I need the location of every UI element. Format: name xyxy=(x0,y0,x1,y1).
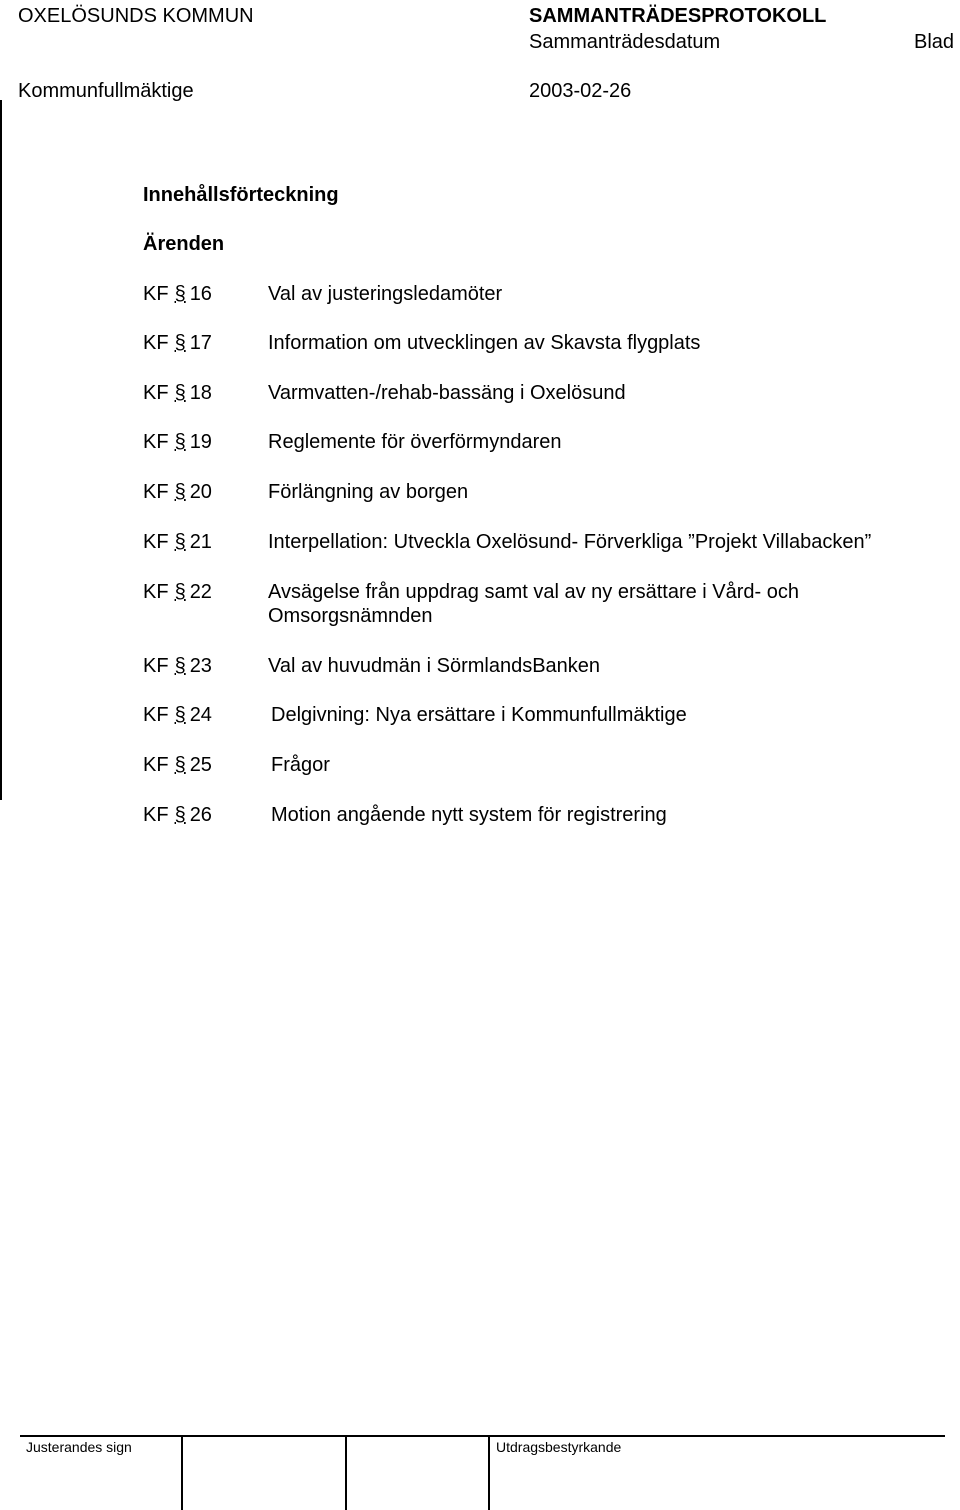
section-sign: § xyxy=(174,655,186,677)
toc-item-number: KF § 19 xyxy=(143,431,212,453)
meeting-date-label: Sammanträdesdatum xyxy=(529,31,721,53)
toc-item-number: KF § 21 xyxy=(143,531,212,553)
toc-item-number: KF § 23 xyxy=(143,655,212,677)
section-sign: § xyxy=(174,804,186,826)
signature-label: Justerandes sign xyxy=(26,1439,132,1455)
toc-item-number: KF § 22 xyxy=(143,581,212,603)
committee-name: Kommunfullmäktige xyxy=(18,80,194,102)
footer-divider xyxy=(488,1437,490,1510)
section-sign: § xyxy=(174,531,186,553)
toc-item-title: Delgivning: Nya ersättare i Kommunfullmäktige xyxy=(271,704,687,726)
toc-item-title: Varmvatten-/rehab-bassäng i Oxelösund xyxy=(268,382,626,404)
toc-item-title: Val av justeringsledamöter xyxy=(268,283,503,305)
section-sign: § xyxy=(174,754,186,776)
document-type: SAMMANTRÄDESPROTOKOLL xyxy=(529,5,827,27)
toc-item-number: KF § 26 xyxy=(143,804,212,826)
footer-divider xyxy=(181,1437,183,1510)
section-sign: § xyxy=(174,581,186,603)
toc-item-number: KF § 20 xyxy=(143,481,212,503)
toc-item-title: Frågor xyxy=(271,754,330,776)
toc-item-number: KF § 17 xyxy=(143,332,212,354)
section-sign: § xyxy=(174,704,186,726)
toc-item-title: Avsägelse från uppdrag samt val av ny ersättare i Vård- och xyxy=(268,581,800,603)
section-sign: § xyxy=(174,283,186,305)
page-label: Blad xyxy=(914,31,955,53)
toc-item-title: Val av huvudmän i SörmlandsBanken xyxy=(268,655,601,677)
toc-subtitle: Ärenden xyxy=(143,233,225,255)
margin-line xyxy=(0,100,2,800)
toc-item-title: Interpellation: Utveckla Oxelösund- Förverkliga ”Projekt Villabacken” xyxy=(268,531,872,553)
toc-item-title: Förlängning av borgen xyxy=(268,481,469,503)
section-sign: § xyxy=(174,382,186,404)
municipality-name: OXELÖSUNDS KOMMUN xyxy=(18,5,254,27)
toc-item-title: Motion angående nytt system för registrering xyxy=(271,804,667,826)
toc-title: Innehållsförteckning xyxy=(143,184,339,206)
toc-item-title-continued: Omsorgsnämnden xyxy=(268,605,433,627)
toc-item-number: KF § 25 xyxy=(143,754,212,776)
section-sign: § xyxy=(174,481,186,503)
toc-item-number: KF § 24 xyxy=(143,704,212,726)
toc-item-title: Information om utvecklingen av Skavsta flygplats xyxy=(268,332,701,354)
footer-top-rule xyxy=(20,1435,945,1437)
extract-certification-label: Utdragsbestyrkande xyxy=(496,1439,622,1455)
section-sign: § xyxy=(174,332,186,354)
toc-item-number: KF § 18 xyxy=(143,382,212,404)
section-sign: § xyxy=(174,431,186,453)
meeting-date: 2003-02-26 xyxy=(529,80,632,102)
toc-item-number: KF § 16 xyxy=(143,283,212,305)
toc-item-title: Reglemente för överförmyndaren xyxy=(268,431,562,453)
footer-divider xyxy=(345,1437,347,1510)
